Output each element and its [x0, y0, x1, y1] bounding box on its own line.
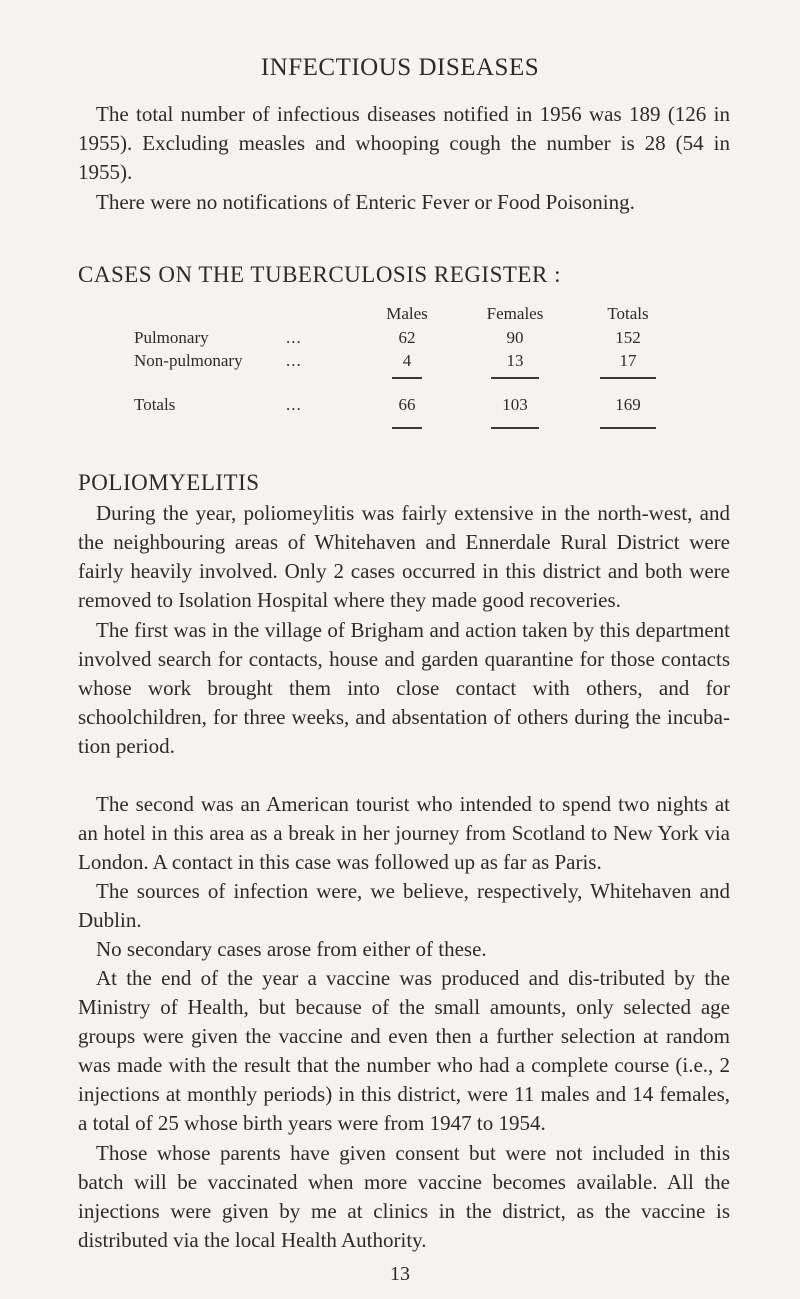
page-title: INFECTIOUS DISEASES: [260, 54, 540, 81]
cell-non-pulmonary-males: 4: [402, 351, 412, 370]
polio-paragraph-7: Those whose parents have given consent but were not included in this batch will be vaccinated when more vaccine becomes available. All the injections were given by me at clinics in the district, as the vaccine is distributed via the local Health Authority.: [78, 1141, 730, 1252]
leader-dots: ...: [286, 328, 302, 347]
row-label-pulmonary: Pulmonary: [134, 328, 209, 347]
polio-paragraph-2: The first was in the village of Brigham and action taken by this department involved search for contacts, house and garden quarantine for those contacts whose work brought them into close contact with others, and for schoolchildren, for three weeks, and absentation of others during the incuba-tion period.: [78, 618, 730, 758]
cell-pulmonary-females: 90: [506, 328, 524, 347]
intro-paragraph-1: The total number of infectious diseases notified in 1956 was 189 (126 in 1955). Excluding measles and whooping cough the number is 28 (54 in 1955).: [78, 102, 730, 184]
polio-paragraph-6: At the end of the year a vaccine was produced and dis-tributed by the Ministry of Health, but because of the small amounts, only selected age groups were given the vaccine and even then a further selection at random was made with the result that the number who had a complete course (i.e., 2 injections at monthly periods) in this district, were 11 males and 14 females, a total of 25 whose birth years were from 1947 to 1954.: [78, 966, 730, 1135]
sum-rule: [491, 377, 539, 379]
col-header-totals: Totals: [607, 304, 649, 323]
sum-rule: [392, 377, 422, 379]
polio-paragraph-1: During the year, poliomeylitis was fairly extensive in the north-west, and the neighbouring areas of Whitehaven and Ennerdale Rural District were fairly heavily involved. Only 2 cases occurred in this district and both were removed to Isolation Hospital where they made good recoveries.: [78, 501, 730, 612]
cell-totals-totals: 169: [615, 395, 641, 414]
polio-paragraph-4: The sources of infection were, we believe, respectively, Whitehaven and Dublin.: [78, 879, 730, 932]
intro-paragraph-2: There were no notifications of Enteric Fever or Food Poisoning.: [96, 190, 635, 214]
col-header-males: Males: [386, 304, 428, 323]
tb-register-heading: CASES ON THE TUBERCULOSIS REGISTER :: [78, 262, 561, 287]
col-header-females: Females: [486, 304, 544, 323]
row-label-totals: Totals: [134, 395, 176, 414]
total-rule: [392, 427, 422, 429]
polio-paragraph-5: No secondary cases arose from either of these.: [96, 937, 487, 961]
leader-dots: ...: [286, 351, 302, 370]
cell-pulmonary-males: 62: [398, 328, 416, 347]
leader-dots: ...: [286, 395, 302, 414]
cell-non-pulmonary-females: 13: [506, 351, 524, 370]
cell-non-pulmonary-totals: 17: [619, 351, 637, 370]
cell-totals-males: 66: [398, 395, 416, 414]
cell-totals-females: 103: [502, 395, 528, 414]
total-rule: [491, 427, 539, 429]
page-number: 13: [390, 1263, 410, 1285]
row-label-non-pulmonary: Non-pulmonary: [134, 351, 243, 370]
polio-paragraph-3: The second was an American tourist who intended to spend two nights at an hotel in this area as a break in her journey from Scotland to New York via London. A contact in this case was followed up as far as Paris.: [78, 792, 730, 874]
polio-heading: POLIOMYELITIS: [78, 470, 260, 495]
total-rule: [600, 427, 656, 429]
sum-rule: [600, 377, 656, 379]
cell-pulmonary-totals: 152: [615, 328, 641, 347]
